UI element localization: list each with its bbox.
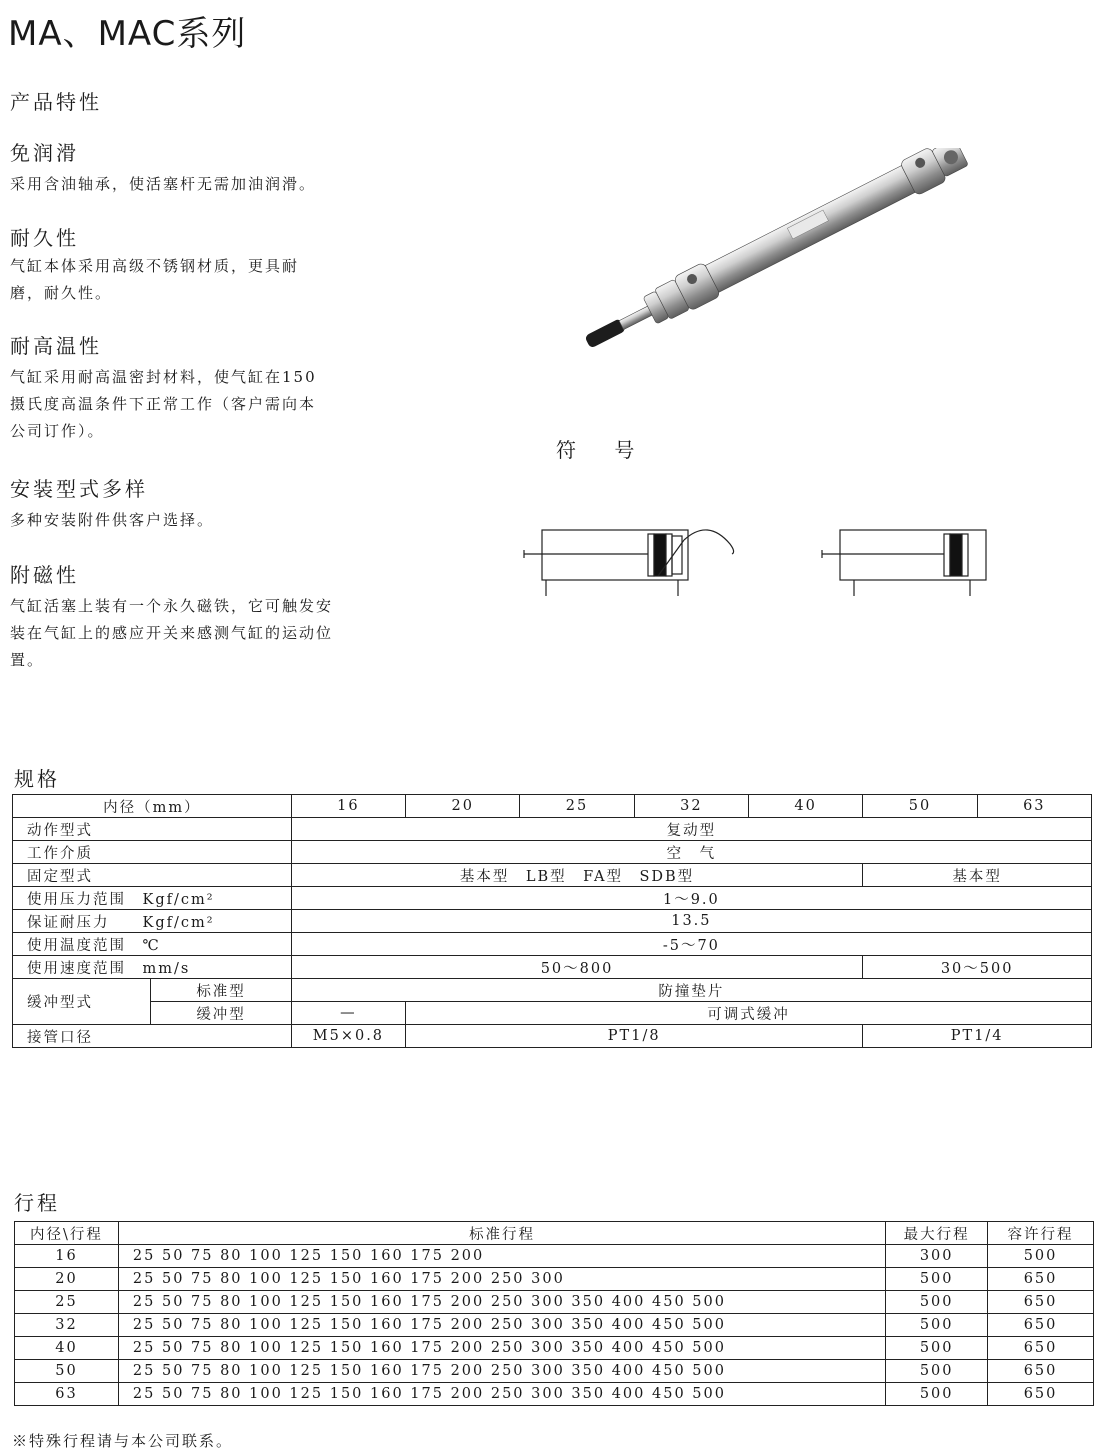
pressure-value: 1～9.0 <box>291 887 1091 910</box>
stroke-bore: 32 <box>15 1314 119 1337</box>
stroke-bore: 40 <box>15 1337 119 1360</box>
spec-row-cushion-adj <box>13 1002 1092 1025</box>
spec-row-mount <box>13 864 1092 887</box>
port-value-c: PT1/4 <box>863 1025 1092 1048</box>
stroke-max: 500 <box>886 1360 988 1383</box>
spec-row-proof <box>13 910 1092 933</box>
stroke-header-standard: 标准行程 <box>118 1222 885 1245</box>
spec-table <box>12 794 1092 1048</box>
stroke-allow: 650 <box>988 1337 1094 1360</box>
action-label: 动作型式 <box>13 818 292 841</box>
stroke-header-max: 最大行程 <box>886 1222 988 1245</box>
cushion-adj-value-a: — <box>291 1002 405 1025</box>
stroke-header-row <box>15 1222 1094 1245</box>
page-title: MA、MAC系列 <box>8 14 247 54</box>
bore-63: 63 <box>977 795 1091 818</box>
stroke-max: 500 <box>886 1291 988 1314</box>
stroke-allow: 650 <box>988 1383 1094 1406</box>
cushion-label: 缓冲型式 <box>13 979 151 1025</box>
cushion-adj-value-b: 可调式缓冲 <box>406 1002 1092 1025</box>
feature-text-mounting: 多种安装附件供客户选择。 <box>10 511 215 529</box>
stroke-bore: 25 <box>15 1291 119 1314</box>
stroke-bore: 50 <box>15 1360 119 1383</box>
bore-32: 32 <box>634 795 748 818</box>
action-value: 复动型 <box>291 818 1091 841</box>
speed-label: 使用速度范围 mm/s <box>13 956 292 979</box>
table-row <box>15 1337 1094 1360</box>
spec-row-pressure <box>13 887 1092 910</box>
stroke-allow: 650 <box>988 1291 1094 1314</box>
spec-row-medium <box>13 841 1092 864</box>
stroke-bore: 20 <box>15 1268 119 1291</box>
spec-row-temp <box>13 933 1092 956</box>
feature-text-magnetic: 气缸活塞上装有一个永久磁铁，它可触发安 装在气缸上的感应开关来感测气缸的运动位 置。 <box>10 597 334 669</box>
feature-title-heat-resistance: 耐高温性 <box>10 334 102 358</box>
bore-40: 40 <box>749 795 863 818</box>
bore-20: 20 <box>406 795 520 818</box>
bore-50: 50 <box>863 795 977 818</box>
stroke-standard: 25 50 75 80 100 125 150 160 175 200 250 300 350 400 450 500 <box>118 1360 885 1383</box>
speed-value-b: 30～500 <box>863 956 1092 979</box>
temp-label: 使用温度范围 ℃ <box>13 933 292 956</box>
stroke-heading: 行程 <box>14 1191 60 1215</box>
stroke-allow: 650 <box>988 1268 1094 1291</box>
stroke-standard: 25 50 75 80 100 125 150 160 175 200 250 300 350 400 450 500 <box>118 1383 885 1406</box>
stroke-table <box>14 1221 1094 1406</box>
feature-title-mounting: 安装型式多样 <box>10 477 148 501</box>
bore-25: 25 <box>520 795 634 818</box>
stroke-standard: 25 50 75 80 100 125 150 160 175 200 250 300 350 400 450 500 <box>118 1314 885 1337</box>
mount-value-b: 基本型 <box>863 864 1092 887</box>
stroke-standard: 25 50 75 80 100 125 150 160 175 200 <box>118 1245 885 1268</box>
stroke-allow: 650 <box>988 1360 1094 1383</box>
cushion-adj-label: 缓冲型 <box>151 1002 291 1025</box>
temp-value: -5～70 <box>291 933 1091 956</box>
port-label: 接管口径 <box>13 1025 292 1048</box>
stroke-max: 300 <box>886 1245 988 1268</box>
feature-text-durability: 气缸本体采用高级不锈钢材质，更具耐 磨，耐久性。 <box>10 257 300 302</box>
spec-row-bore <box>13 795 1092 818</box>
spec-row-port <box>13 1025 1092 1048</box>
stroke-allow: 650 <box>988 1314 1094 1337</box>
medium-value: 空 气 <box>291 841 1091 864</box>
cylinder-symbols <box>518 518 998 598</box>
spec-row-cushion-std <box>13 979 1092 1002</box>
feature-text-lubrication: 采用含油轴承，使活塞杆无需加油润滑。 <box>10 175 317 193</box>
spec-row-action <box>13 818 1092 841</box>
proof-value: 13.5 <box>291 910 1091 933</box>
cushion-std-value: 防撞垫片 <box>291 979 1091 1002</box>
bore-label: 内径（mm） <box>13 795 292 818</box>
table-row <box>15 1314 1094 1337</box>
stroke-max: 500 <box>886 1268 988 1291</box>
stroke-bore: 16 <box>15 1245 119 1268</box>
table-row <box>15 1383 1094 1406</box>
spec-heading: 规格 <box>14 767 60 791</box>
stroke-standard: 25 50 75 80 100 125 150 160 175 200 250 300 350 400 450 500 <box>118 1337 885 1360</box>
spec-row-speed <box>13 956 1092 979</box>
port-value-a: M5×0.8 <box>291 1025 405 1048</box>
stroke-standard: 25 50 75 80 100 125 150 160 175 200 250 300 350 400 450 500 <box>118 1291 885 1314</box>
stroke-bore: 63 <box>15 1383 119 1406</box>
stroke-allow: 500 <box>988 1245 1094 1268</box>
symbol-heading: 符 号 <box>556 438 651 462</box>
stroke-max: 500 <box>886 1314 988 1337</box>
bore-16: 16 <box>291 795 405 818</box>
pressure-label: 使用压力范围 Kgf/cm² <box>13 887 292 910</box>
table-row <box>15 1245 1094 1268</box>
feature-text-heat-resistance: 气缸采用耐高温密封材料，使气缸在150 摄氏度高温条件下正常工作（客户需向本 公司订作）。 <box>10 368 317 440</box>
stroke-header-allow: 容许行程 <box>988 1222 1094 1245</box>
feature-title-durability: 耐久性 <box>10 226 79 250</box>
stroke-header-bore: 内径\行程 <box>15 1222 119 1245</box>
table-row <box>15 1360 1094 1383</box>
stroke-standard: 25 50 75 80 100 125 150 160 175 200 250 300 <box>118 1268 885 1291</box>
port-value-b: PT1/8 <box>406 1025 863 1048</box>
stroke-max: 500 <box>886 1383 988 1406</box>
proof-label: 保证耐压力 Kgf/cm² <box>13 910 292 933</box>
feature-title-lubrication: 免润滑 <box>10 141 79 165</box>
mount-label: 固定型式 <box>13 864 292 887</box>
medium-label: 工作介质 <box>13 841 292 864</box>
mount-value-a: 基本型 LB型 FA型 SDB型 <box>291 864 863 887</box>
table-row <box>15 1291 1094 1314</box>
features-heading: 产品特性 <box>10 90 102 114</box>
stroke-max: 500 <box>886 1337 988 1360</box>
feature-title-magnetic: 附磁性 <box>10 563 79 587</box>
cushion-std-label: 标准型 <box>151 979 291 1002</box>
cylinder-photo <box>545 148 1005 348</box>
table-row <box>15 1268 1094 1291</box>
stroke-note: ※特殊行程请与本公司联系。 <box>12 1432 234 1450</box>
speed-value-a: 50～800 <box>291 956 863 979</box>
